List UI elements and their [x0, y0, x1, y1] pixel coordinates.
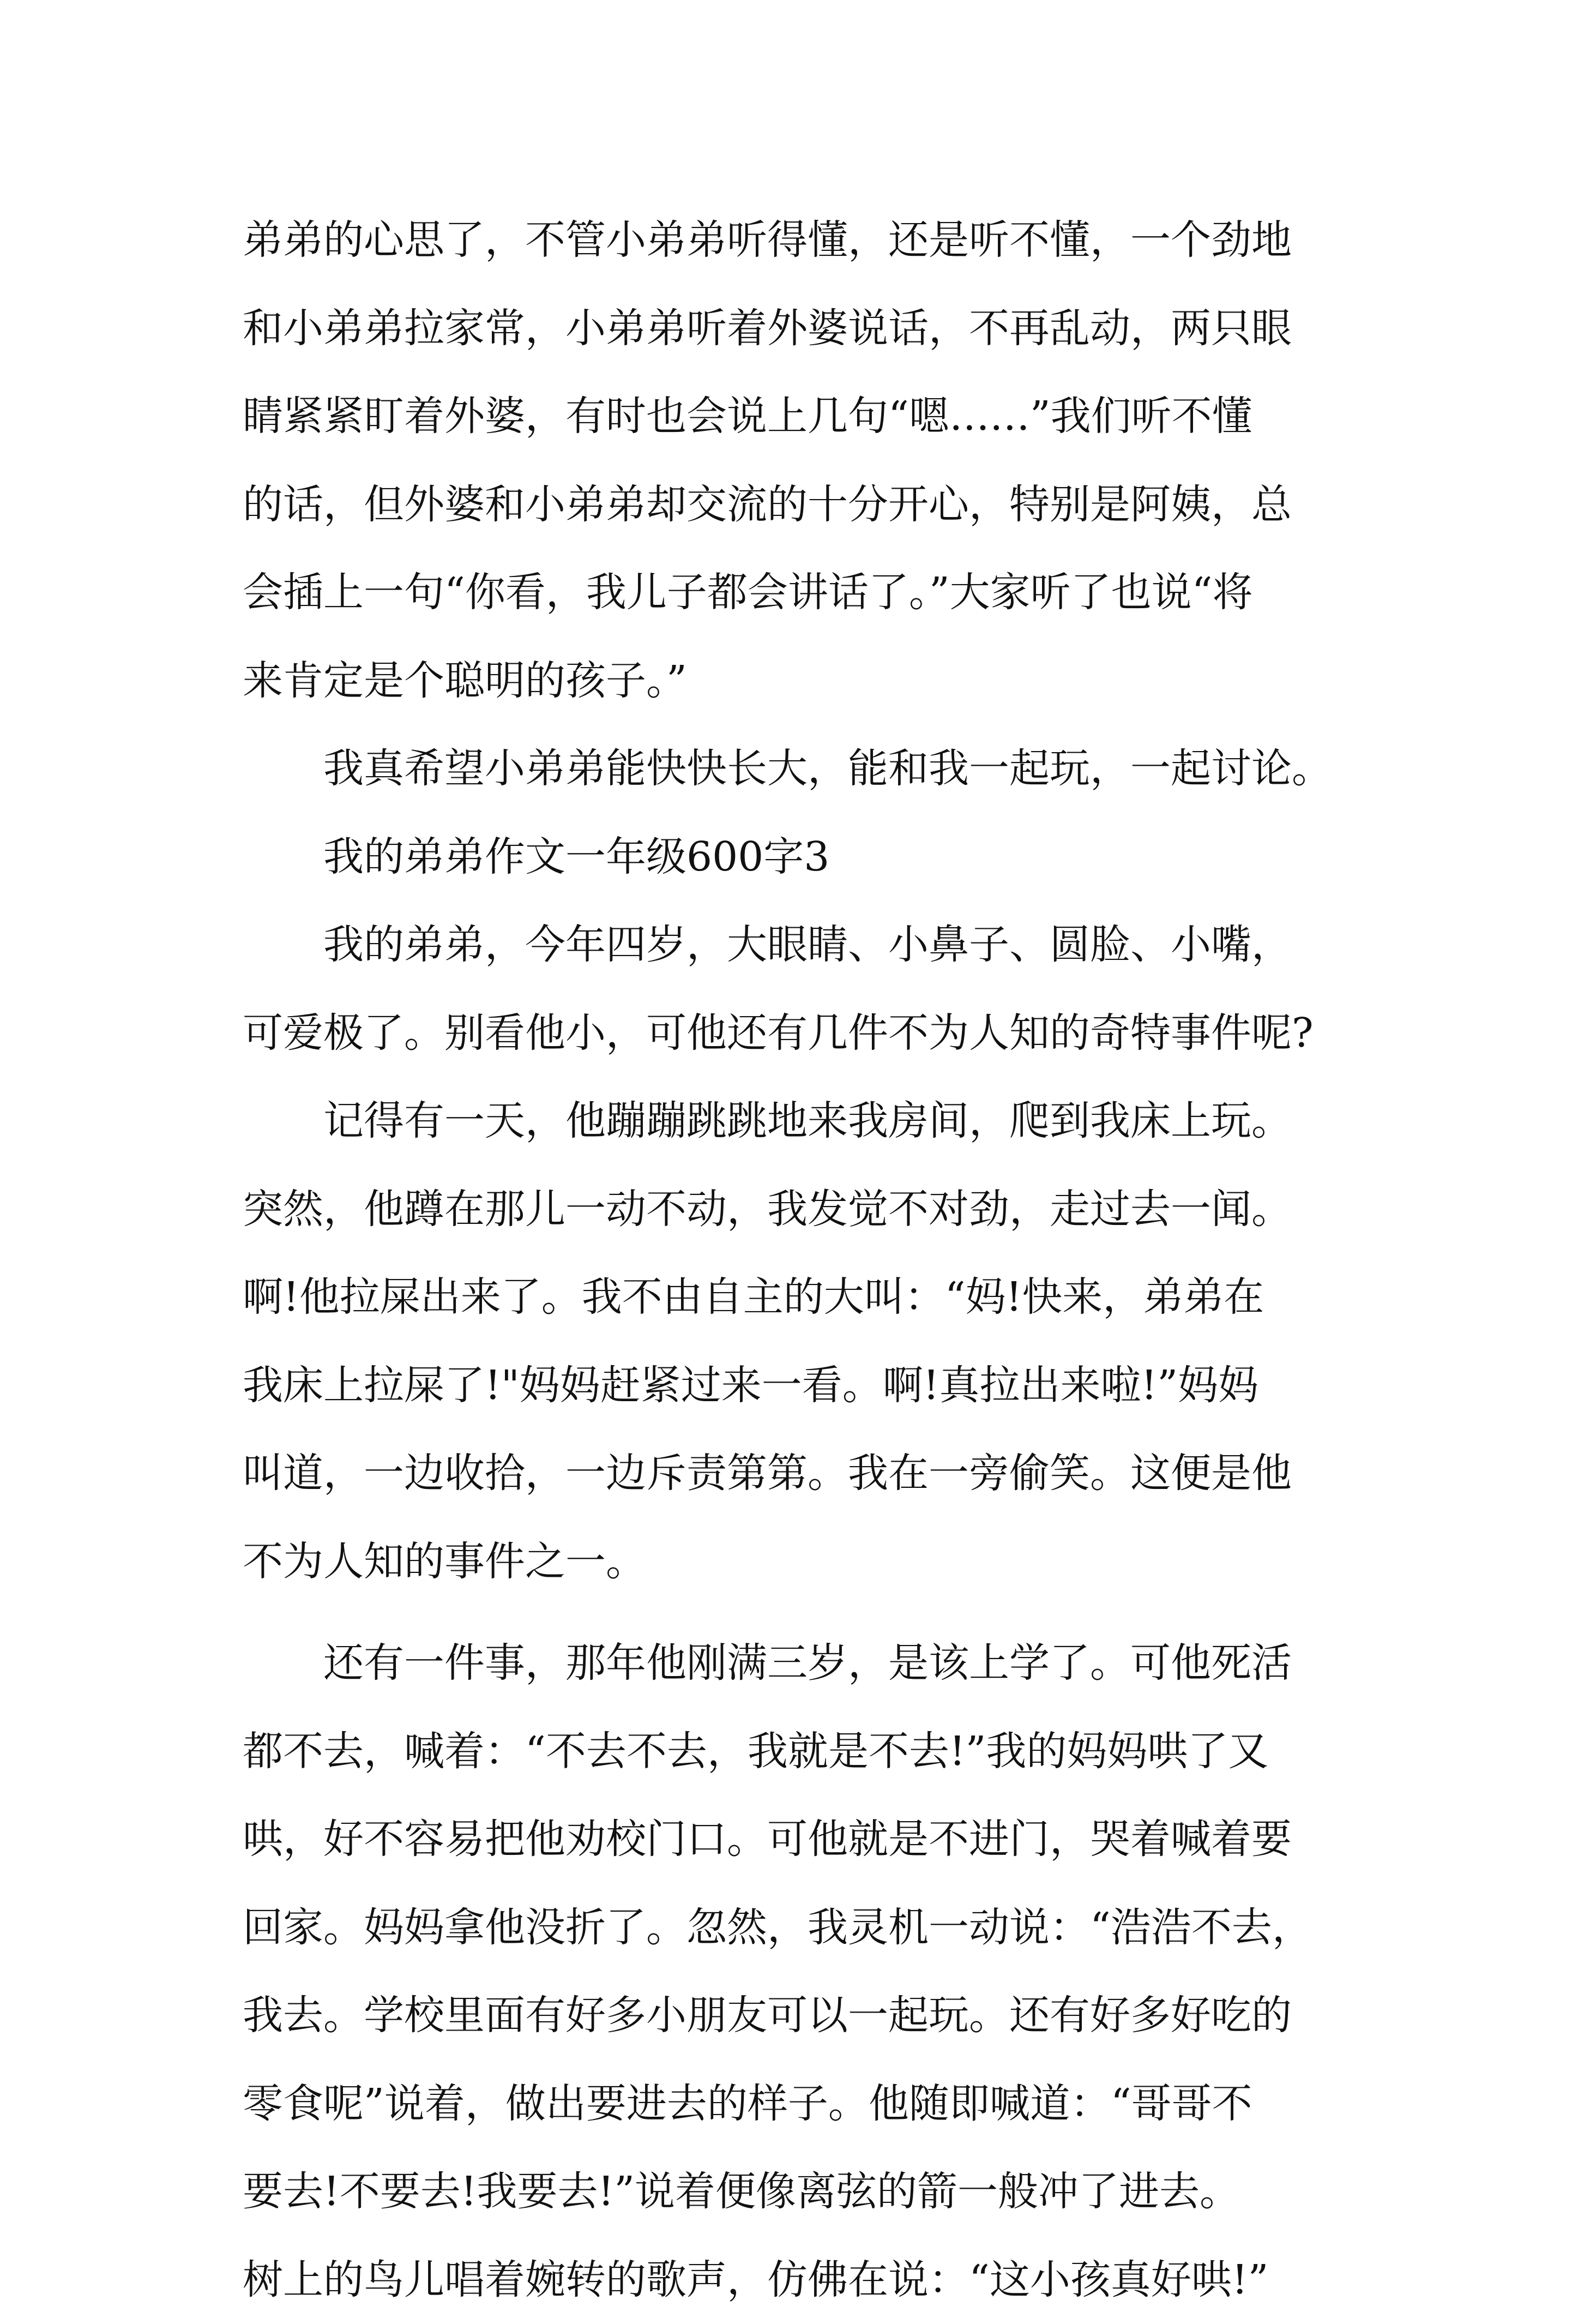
- text-line: 和小弟弟拉家常，小弟弟听着外婆说话，不再乱动，两只眼: [243, 285, 1344, 373]
- text-line: 我真希望小弟弟能快快长大，能和我一起玩，一起讨论。: [243, 725, 1344, 813]
- text-line: 回家。妈妈拿他没折了。忽然，我灵机一动说：“浩浩不去，: [243, 1884, 1344, 1972]
- text-line: 睛紧紧盯着外婆，有时也会说上几句“嗯……”我们听不懂: [243, 373, 1344, 461]
- text-line: 来肯定是个聪明的孩子。”: [243, 637, 1344, 725]
- section-heading: 我的弟弟作文一年级600字3: [243, 813, 1344, 902]
- text-line: 弟弟的心思了，不管小弟弟听得懂，还是听不懂，一个劲地: [243, 196, 1344, 285]
- text-line: 我去。学校里面有好多小朋友可以一起玩。还有好多好吃的: [243, 1972, 1344, 2060]
- text-line: 啊!他拉屎出来了。我不由自主的大叫：“妈!快来，弟弟在: [243, 1253, 1344, 1342]
- text-line: 记得有一天，他蹦蹦跳跳地来我房间，爬到我床上玩。: [243, 1077, 1344, 1166]
- text-line: 突然，他蹲在那儿一动不动，我发觉不对劲，走过去一闻。: [243, 1166, 1344, 1254]
- text-line: 哄，好不容易把他劝校门口。可他就是不进门，哭着喊着要: [243, 1795, 1344, 1884]
- text-line: 零食呢”说着，做出要进去的样子。他随即喊道：“哥哥不: [243, 2060, 1344, 2148]
- text-line: 不为人知的事件之一。: [243, 1518, 1344, 1606]
- text-line: 我床上拉屎了!"妈妈赶紧过来一看。啊!真拉出来啦!”妈妈: [243, 1342, 1344, 1430]
- text-line: 要去!不要去!我要去!”说着便像离弦的箭一般冲了进去。: [243, 2148, 1344, 2236]
- text-line: 叫道，一边收拾，一边斥责第第。我在一旁偷笑。这便是他: [243, 1430, 1344, 1518]
- text-line: 都不去，喊着：“不去不去，我就是不去!”我的妈妈哄了又: [243, 1708, 1344, 1796]
- text-line: 可爱极了。别看他小，可他还有几件不为人知的奇特事件呢?: [243, 989, 1344, 1078]
- text-line: 会插上一句“你看，我儿子都会讲话了。”大家听了也说“将: [243, 549, 1344, 637]
- text-line: 还有一件事，那年他刚满三岁，是该上学了。可他死活: [243, 1619, 1344, 1708]
- document-body: [243, 196, 1344, 2324]
- text-line: 树上的鸟儿唱着婉转的歌声，仿佛在说：“这小孩真好哄!”: [243, 2236, 1344, 2324]
- text-line: 我的弟弟，今年四岁，大眼睛、小鼻子、圆脸、小嘴，: [243, 901, 1344, 989]
- text-line: 的话，但外婆和小弟弟却交流的十分开心，特别是阿姨，总: [243, 461, 1344, 549]
